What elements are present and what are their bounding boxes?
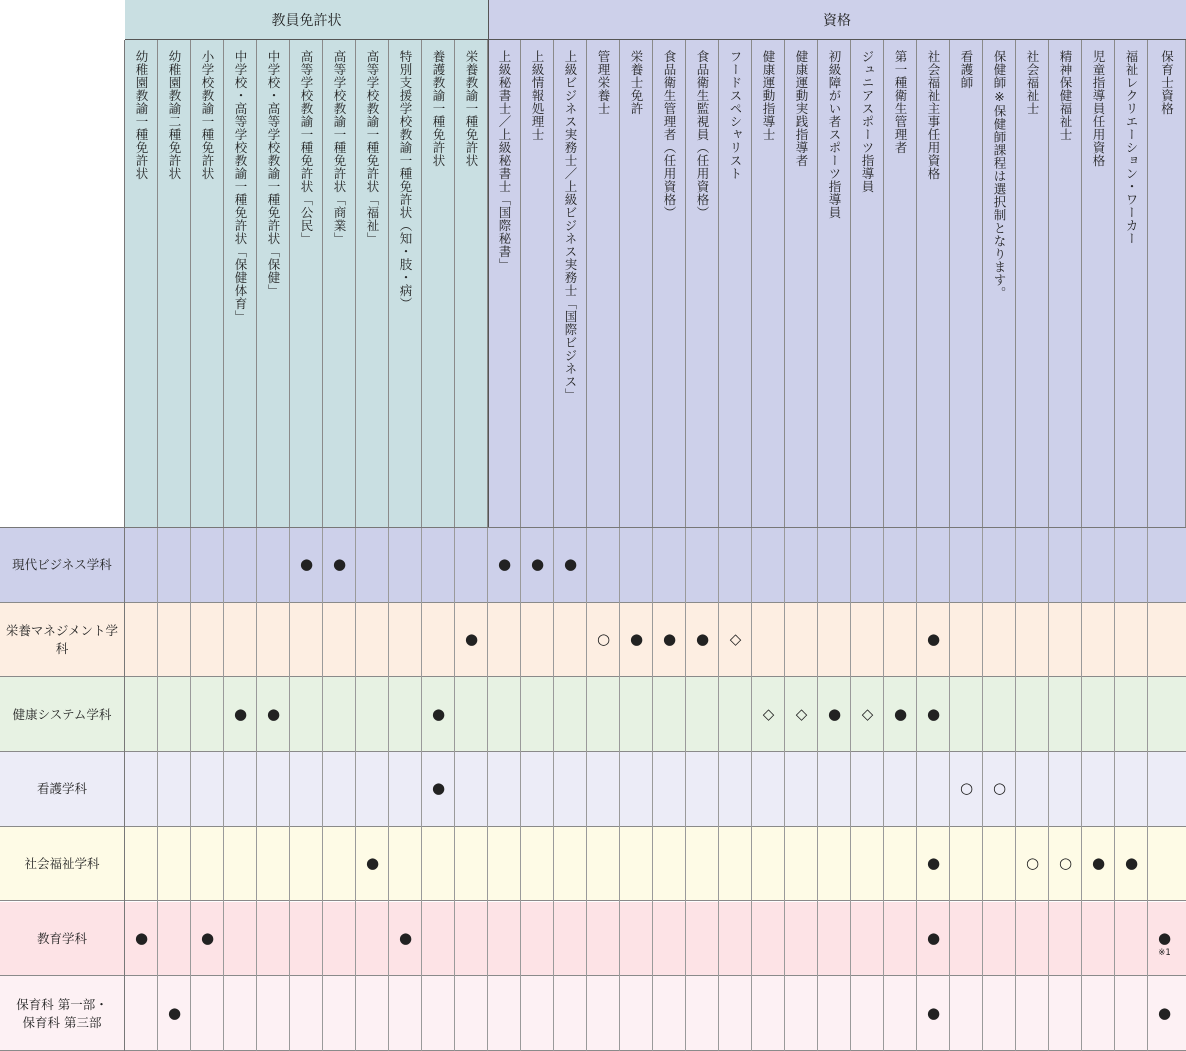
column-header-label: フードスペシャリスト [728, 50, 743, 180]
column-divider [619, 528, 620, 1051]
column-header [1082, 40, 1115, 528]
qualification-mark: ● [167, 1003, 182, 1022]
column-header [917, 40, 950, 528]
column-header-label: 児童指導員任用資格 [1091, 50, 1106, 167]
column-header-label: 小学校教諭一種免許状 [200, 50, 215, 180]
qualification-mark: ● [1157, 1003, 1172, 1022]
qualification-mark: ● [926, 854, 941, 873]
column-header-label: 食品衛生監視員（任用資格） [695, 50, 710, 219]
column-header-label: 上級秘書士／上級秘書士「国際秘書」 [497, 50, 512, 271]
column-header-label: 栄養士免許 [629, 50, 644, 115]
column-header [1115, 40, 1148, 528]
column-header [158, 40, 191, 528]
qualification-mark: ● [398, 928, 413, 947]
column-header-label: 幼稚園教諭一種免許状 [134, 50, 149, 180]
qualification-mark: ● [893, 704, 908, 723]
column-header [290, 40, 323, 528]
column-header-label: ジュニアスポーツ指導員 [860, 50, 875, 193]
column-divider [883, 528, 884, 1051]
qualification-mark: ● [332, 555, 347, 574]
column-header-label: 中学校・高等学校教諭一種免許状「保健体育」 [233, 50, 248, 323]
column-header [323, 40, 356, 528]
qualification-mark: ● [662, 630, 677, 649]
column-divider [421, 528, 422, 1051]
qualification-mark: ● [464, 630, 479, 649]
column-divider [355, 528, 356, 1051]
column-header-label: 上級情報処理士 [530, 50, 545, 141]
qualification-mark: ● [695, 630, 710, 649]
column-header [620, 40, 653, 528]
column-header-label: 栄養教諭一種免許状 [464, 50, 479, 167]
qualification-mark: ○ [1058, 854, 1073, 873]
column-divider [817, 528, 818, 1051]
column-header [554, 40, 587, 528]
qualification-mark: ● [1124, 854, 1139, 873]
column-divider [718, 528, 719, 1051]
column-header [389, 40, 422, 528]
table-row [0, 902, 1186, 977]
table-row [0, 827, 1186, 902]
column-header-label: 健康運動実践指導者 [794, 50, 809, 167]
column-header [785, 40, 818, 528]
column-header-label: 幼稚園教諭二種免許状 [167, 50, 182, 180]
column-divider [190, 528, 191, 1051]
column-divider [652, 528, 653, 1051]
column-header-label: 養護教諭一種免許状 [431, 50, 446, 167]
table-row [0, 528, 1186, 603]
column-header [455, 40, 488, 528]
column-divider [751, 528, 752, 1051]
row-label: 保育科 第一部・ 保育科 第三部 [0, 976, 125, 1051]
column-header [752, 40, 785, 528]
row-label: 健康システム学科 [0, 677, 125, 752]
column-header-label: 社会福祉主事任用資格 [926, 50, 941, 180]
column-header-label: 第一種衛生管理者 [893, 50, 908, 154]
column-header-label: 高等学校教諭一種免許状「公民」 [299, 50, 314, 245]
qualification-mark: ● [926, 928, 941, 947]
column-header [686, 40, 719, 528]
qualification-mark: ● [431, 779, 446, 798]
qualification-mark: ● [827, 704, 842, 723]
footnote-marker: ※1 [1158, 947, 1171, 958]
qualification-mark: ● [1157, 928, 1172, 947]
column-header-label: 高等学校教諭一種免許状「福祉」 [365, 50, 380, 245]
column-divider [157, 528, 158, 1051]
column-divider [1147, 528, 1148, 1051]
row-label: 教育学科 [0, 902, 125, 977]
qualification-mark: ● [926, 630, 941, 649]
table-row [0, 677, 1186, 752]
label-column-divider [124, 40, 125, 1051]
column-header-label: 上級ビジネス実務士／上級ビジネス実務士「国際ビジネス」 [563, 50, 578, 401]
column-header-label: 高等学校教諭一種免許状「商業」 [332, 50, 347, 245]
column-header [653, 40, 686, 528]
qualification-mark: ◇ [861, 704, 874, 723]
column-header [422, 40, 455, 528]
column-header-label: 看護師 [959, 50, 974, 89]
column-header-label: 精神保健福祉士 [1058, 50, 1073, 141]
column-divider [520, 528, 521, 1051]
column-divider [553, 528, 554, 1051]
column-header [1049, 40, 1082, 528]
column-header [950, 40, 983, 528]
column-divider [850, 528, 851, 1051]
qualification-mark: ○ [992, 779, 1007, 798]
header-group-1: 資格 [488, 0, 1186, 40]
qualification-mark: ● [200, 928, 215, 947]
column-header [1148, 40, 1186, 528]
qualification-mark: ● [431, 704, 446, 723]
column-divider [949, 528, 950, 1051]
column-divider [685, 528, 686, 1051]
column-divider [454, 528, 455, 1051]
row-label: 栄養マネジメント学科 [0, 603, 125, 678]
column-header-label: 社会福祉士 [1025, 50, 1040, 115]
qualification-mark: ● [233, 704, 248, 723]
qualification-mark: ● [299, 555, 314, 574]
column-divider [1015, 528, 1016, 1051]
qualification-mark: ○ [596, 630, 611, 649]
qualification-mark: ● [1091, 854, 1106, 873]
column-divider [1114, 528, 1115, 1051]
column-header [224, 40, 257, 528]
qualification-mark: ● [530, 555, 545, 574]
column-header-label: 福祉レクリエーション・ワーカー [1124, 50, 1139, 245]
qualification-mark: ● [563, 555, 578, 574]
column-header [257, 40, 290, 528]
column-header [983, 40, 1016, 528]
column-header [191, 40, 224, 528]
column-divider [916, 528, 917, 1051]
row-label: 看護学科 [0, 752, 125, 827]
column-divider [256, 528, 257, 1051]
column-divider [487, 528, 488, 1051]
qualification-mark: ◇ [762, 704, 775, 723]
qualification-mark: ◇ [729, 630, 742, 649]
row-label: 現代ビジネス学科 [0, 528, 125, 603]
column-divider [784, 528, 785, 1051]
column-header-label: 管理栄養士 [596, 50, 611, 115]
qualification-mark: ○ [959, 779, 974, 798]
column-header [884, 40, 917, 528]
column-header [488, 40, 521, 528]
column-divider [1048, 528, 1049, 1051]
qualification-mark: ● [365, 854, 380, 873]
column-header [1016, 40, 1049, 528]
column-header [851, 40, 884, 528]
column-header-label: 保健師※保健師課程は選択制となります。 [992, 50, 1007, 300]
qualification-mark: ○ [1025, 854, 1040, 873]
column-divider [982, 528, 983, 1051]
column-divider [289, 528, 290, 1051]
column-divider [388, 528, 389, 1051]
column-divider [586, 528, 587, 1051]
group-divider [488, 0, 489, 528]
qualification-mark: ● [134, 928, 149, 947]
column-divider [1081, 528, 1082, 1051]
column-header-label: 健康運動指導士 [761, 50, 776, 141]
column-header-label: 初級障がい者スポーツ指導員 [827, 50, 842, 219]
column-header [521, 40, 554, 528]
column-divider [322, 528, 323, 1051]
qualification-mark: ● [497, 555, 512, 574]
row-label: 社会福祉学科 [0, 827, 125, 902]
column-header-label: 特別支援学校教諭一種免許状（知・肢・病） [398, 50, 413, 310]
column-header [719, 40, 752, 528]
qualification-mark: ● [926, 1003, 941, 1022]
column-header [818, 40, 851, 528]
column-header-label: 中学校・高等学校教諭一種免許状「保健」 [266, 50, 281, 297]
column-header [356, 40, 389, 528]
qualification-mark: ● [926, 704, 941, 723]
column-header [587, 40, 620, 528]
column-header-label: 保育士資格 [1159, 50, 1175, 115]
column-header-label: 食品衛生管理者（任用資格） [662, 50, 677, 219]
header-group-0: 教員免許状 [125, 0, 488, 40]
column-header [125, 40, 158, 528]
column-divider [223, 528, 224, 1051]
qualification-mark: ● [266, 704, 281, 723]
qualification-mark: ● [629, 630, 644, 649]
qualification-mark: ◇ [795, 704, 808, 723]
